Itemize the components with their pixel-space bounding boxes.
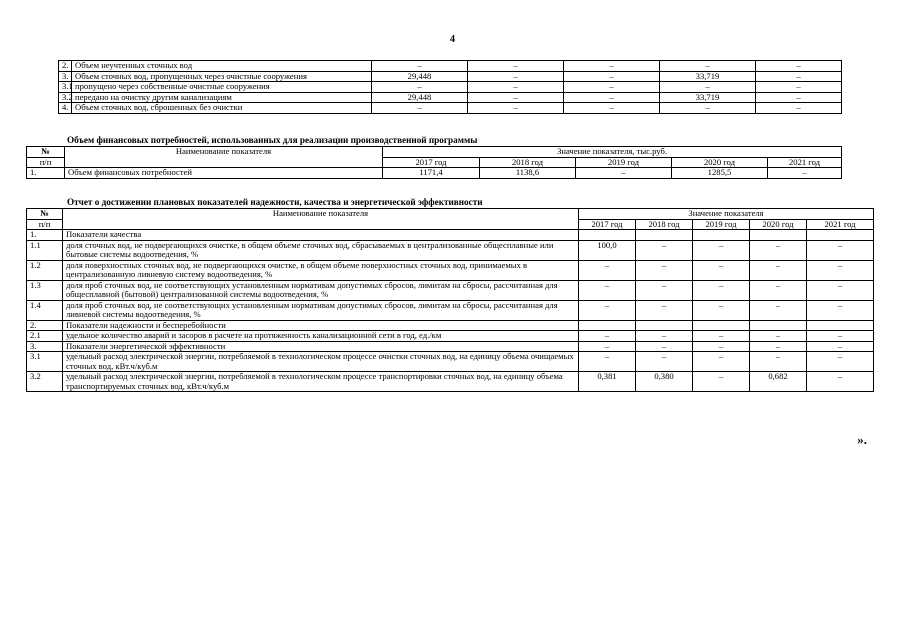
value-cell: – [807, 331, 874, 342]
value-cell: – [660, 103, 756, 114]
table-row [27, 331, 874, 342]
table-row [27, 230, 874, 241]
value-cell: – [468, 92, 564, 103]
row-number: 2. [59, 61, 72, 72]
value-cell: 29,448 [372, 92, 468, 103]
year-header: 2019 год [576, 157, 672, 168]
value-cell: – [807, 300, 874, 320]
row-number: 3.1 [59, 82, 72, 93]
value-cell [693, 320, 750, 331]
value-cell: – [564, 61, 660, 72]
value-cell: – [579, 280, 636, 300]
value-cell: – [564, 71, 660, 82]
row-number: 1.4 [27, 300, 63, 320]
row-number: 1.3 [27, 280, 63, 300]
value-cell: – [468, 82, 564, 93]
value-cell: – [576, 168, 672, 179]
table-row [59, 82, 842, 93]
value-cell: 0,380 [636, 372, 693, 392]
value-cell: – [693, 341, 750, 352]
value-cell [579, 320, 636, 331]
indicators-report-title: Отчет о достижении плановых показателей надежности, качества и энергетической эффективности [67, 197, 483, 207]
table-row [27, 352, 874, 372]
value-cell: – [636, 341, 693, 352]
value-cell: – [750, 331, 807, 342]
row-number: 3.1 [27, 352, 63, 372]
value-cell: – [579, 331, 636, 342]
value-cell: – [807, 372, 874, 392]
row-number: 3.2 [27, 372, 63, 392]
year-header: 2020 год [750, 219, 807, 230]
financial-needs-table [26, 146, 842, 179]
table-row [27, 372, 874, 392]
row-number: 1.2 [27, 260, 63, 280]
year-header: 2019 год [693, 219, 750, 230]
value-cell: – [579, 352, 636, 372]
value-cell: – [768, 168, 842, 179]
value-cell: – [636, 300, 693, 320]
row-number: 3. [27, 341, 63, 352]
value-cell: 33,719 [660, 92, 756, 103]
closing-quote-mark: ». [857, 432, 867, 447]
value-cell: – [693, 300, 750, 320]
value-cell: – [807, 260, 874, 280]
row-number: 2.1 [27, 331, 63, 342]
value-cell: – [468, 61, 564, 72]
value-cell: – [693, 372, 750, 392]
page-number: 4 [450, 34, 455, 45]
row-name: Показатели энергетической эффективности [63, 341, 579, 352]
value-cell: 0,682 [750, 372, 807, 392]
row-number: 3.2 [59, 92, 72, 103]
row-name: удельный расход электрической энергии, потребляемой в технологическом процессе очистки сточных вод, на единицу объема очищаемых сточных вод, кВт.ч/куб.м [63, 352, 579, 372]
name-header: Наименование показателя [65, 147, 383, 168]
value-cell: – [756, 61, 842, 72]
value-cell: – [807, 280, 874, 300]
value-header: Значение показателя [579, 209, 874, 220]
num-subheader: п/п [27, 219, 63, 230]
value-cell: 29,448 [372, 71, 468, 82]
table-row [27, 341, 874, 352]
indicators-table [26, 208, 874, 392]
row-number: 1. [27, 168, 65, 179]
value-cell: – [750, 240, 807, 260]
row-name: удельный расход электрической энергии, потребляемой в технологическом процессе транспортировки сточных вод, на единицу объема транспортируемых сточных вод, кВт.ч/куб.м [63, 372, 579, 392]
row-name: Показатели качества [63, 230, 579, 241]
value-cell: – [756, 82, 842, 93]
water-volume-table [58, 60, 842, 114]
value-cell: – [372, 103, 468, 114]
value-cell: – [372, 61, 468, 72]
table-row [27, 260, 874, 280]
value-cell: – [750, 280, 807, 300]
year-header: 2017 год [383, 157, 480, 168]
value-cell: 0,381 [579, 372, 636, 392]
value-cell: – [372, 82, 468, 93]
value-cell: – [807, 352, 874, 372]
row-name: Объем сточных вод, сброшенных без очистки [72, 103, 372, 114]
value-cell: 100,0 [579, 240, 636, 260]
value-cell: – [750, 260, 807, 280]
value-cell [636, 230, 693, 241]
row-name: доля поверхностных сточных вод, не подвергающихся очистке, в общем объеме поверхностных сточных вод, принимаемых в централизованную ливневую систему водоотведения, % [63, 260, 579, 280]
year-header: 2021 год [768, 157, 842, 168]
year-header: 2018 год [480, 157, 576, 168]
table-row [27, 280, 874, 300]
row-name: Объем неучтенных сточных вод [72, 61, 372, 72]
value-cell [807, 320, 874, 331]
value-cell: – [750, 300, 807, 320]
value-cell [807, 230, 874, 241]
value-cell: – [693, 331, 750, 342]
value-cell: – [468, 103, 564, 114]
row-name: Объем финансовых потребностей [65, 168, 383, 179]
value-cell: – [636, 280, 693, 300]
value-cell: – [660, 61, 756, 72]
row-name: Объем сточных вод, пропущенных через очистные сооружения [72, 71, 372, 82]
value-cell: – [564, 92, 660, 103]
row-number: 3. [59, 71, 72, 82]
value-cell: – [579, 341, 636, 352]
value-cell: – [636, 331, 693, 342]
value-cell: – [756, 92, 842, 103]
num-header: № [27, 209, 63, 220]
table-row [59, 103, 842, 114]
value-cell: 33,719 [660, 71, 756, 82]
row-name: доля проб сточных вод, не соответствующих установленным нормативам допустимых сбросов, лимитам на сбросы, рассчитанная для ливневой системы водоотведения, % [63, 300, 579, 320]
value-cell: 1285,5 [672, 168, 768, 179]
name-header: Наименование показателя [63, 209, 579, 230]
value-cell [579, 230, 636, 241]
row-name: Показатели надежности и бесперебойности [63, 320, 579, 331]
year-header: 2018 год [636, 219, 693, 230]
table-row [27, 168, 842, 179]
value-cell: – [693, 260, 750, 280]
value-cell: – [579, 260, 636, 280]
value-cell: 1171,4 [383, 168, 480, 179]
value-cell: – [756, 71, 842, 82]
value-cell: – [807, 240, 874, 260]
row-number: 1.1 [27, 240, 63, 260]
value-cell: – [579, 300, 636, 320]
table-row [27, 240, 874, 260]
value-cell: – [564, 82, 660, 93]
value-cell: – [636, 260, 693, 280]
value-cell [693, 230, 750, 241]
value-cell: – [660, 82, 756, 93]
value-cell: – [756, 103, 842, 114]
row-number: 4. [59, 103, 72, 114]
value-cell: – [636, 240, 693, 260]
value-cell [636, 320, 693, 331]
table-row [59, 61, 842, 72]
num-header: № [27, 147, 65, 158]
value-cell [750, 230, 807, 241]
table-row [59, 92, 842, 103]
row-name: пропущено через собственные очистные сооружения [72, 82, 372, 93]
value-cell: – [750, 352, 807, 372]
value-cell: 1138,6 [480, 168, 576, 179]
value-cell: – [693, 352, 750, 372]
value-cell: – [807, 341, 874, 352]
value-cell: – [636, 352, 693, 372]
table-row [59, 71, 842, 82]
value-header: Значение показателя, тыс.руб. [383, 147, 842, 158]
table-row [27, 300, 874, 320]
row-name: передано на очистку другим канализациям [72, 92, 372, 103]
row-number: 2. [27, 320, 63, 331]
table-row [27, 320, 874, 331]
row-name: доля сточных вод, не подвергающихся очистке, в общем объеме сточных вод, сбрасываемых в централизованные общесплавные или бытовые системы водоотведения, % [63, 240, 579, 260]
value-cell: – [693, 280, 750, 300]
value-cell: – [693, 240, 750, 260]
value-cell: – [468, 71, 564, 82]
num-subheader: п/п [27, 157, 65, 168]
financial-needs-title: Объем финансовых потребностей, использованных для реализации производственной программы [67, 135, 478, 145]
value-cell [750, 320, 807, 331]
year-header: 2020 год [672, 157, 768, 168]
year-header: 2017 год [579, 219, 636, 230]
row-number: 1. [27, 230, 63, 241]
row-name: доля проб сточных вод, не соответствующих установленным нормативам допустимых сбросов, лимитам на сбросы, рассчитанная для общесплавной (бытовой) централизованной системы водоотведения, % [63, 280, 579, 300]
value-cell: – [750, 341, 807, 352]
year-header: 2021 год [807, 219, 874, 230]
row-name: удельное количество аварий и засоров в расчете на протяженность канализационной сети в год, ед./км [63, 331, 579, 342]
value-cell: – [564, 103, 660, 114]
